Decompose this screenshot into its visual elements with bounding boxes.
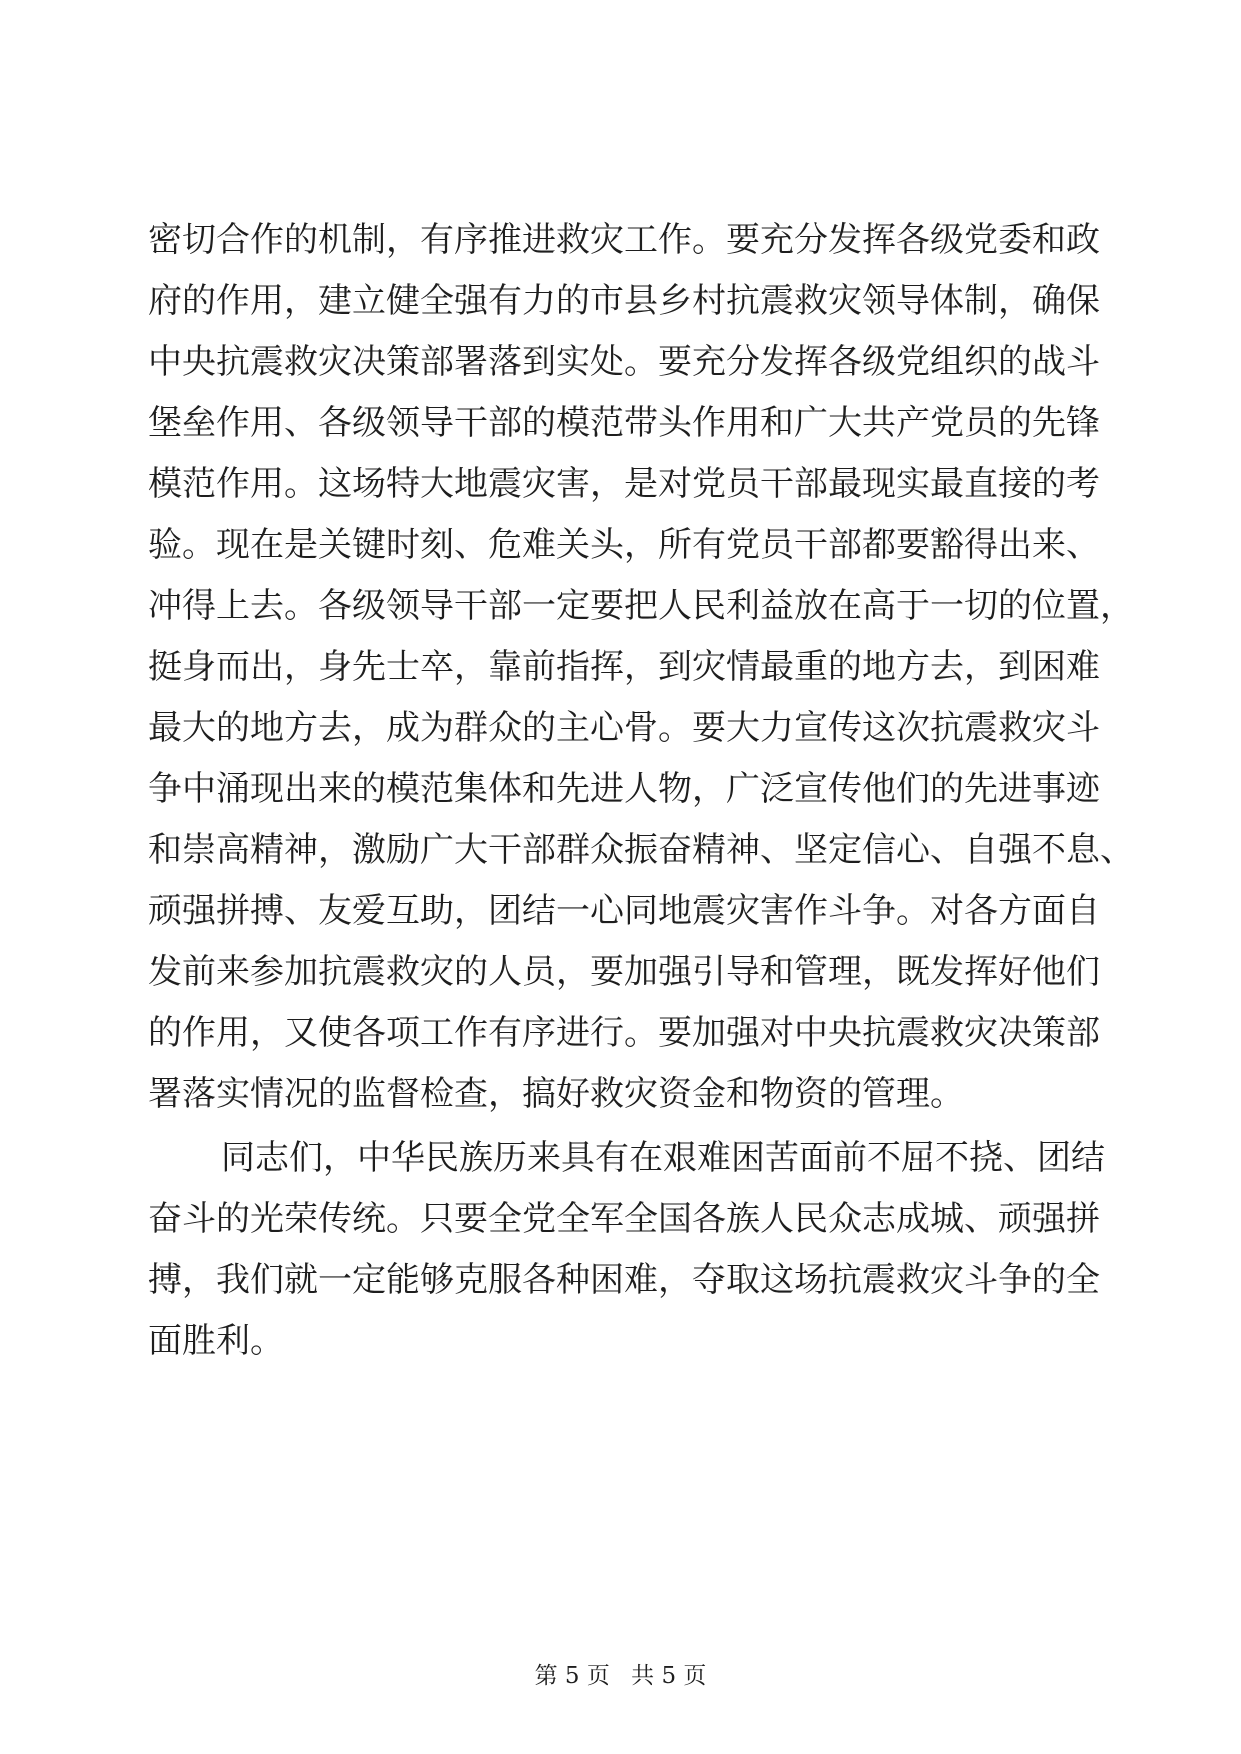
paragraph	[148, 210, 1134, 1125]
text-line: 奋斗的光荣传统。只要全党全军全国各族人民众志成城、顽强拼	[148, 1199, 1100, 1239]
text-line: 搏，我们就一定能够克服各种困难，夺取这场抗震救灾斗争的全	[148, 1260, 1100, 1300]
text-line: 发前来参加抗震救灾的人员，要加强引导和管理，既发挥好他们	[148, 952, 1100, 992]
text-line: 最大的地方去，成为群众的主心骨。要大力宣传这次抗震救灾斗	[148, 708, 1100, 748]
text-line: 的作用，又使各项工作有序进行。要加强对中央抗震救灾决策部	[148, 1013, 1100, 1053]
page-footer	[0, 1661, 1241, 1691]
text-line: 模范作用。这场特大地震灾害，是对党员干部最现实最直接的考	[148, 464, 1100, 504]
page-total: 共 5 页	[631, 1663, 707, 1689]
text-line: 和崇高精神，激励广大干部群众振奋精神、坚定信心、自强不息、	[148, 830, 1134, 870]
text-line: 密切合作的机制，有序推进救灾工作。要充分发挥各级党委和政	[148, 220, 1100, 260]
page-number: 第 5 页	[534, 1663, 610, 1689]
text-line: 同志们，中华民族历来具有在艰难困苦面前不屈不挠、团结	[221, 1138, 1105, 1178]
document-body	[148, 210, 1134, 1372]
text-line: 堡垒作用、各级领导干部的模范带头作用和广大共产党员的先锋	[148, 403, 1100, 443]
text-line: 验。现在是关键时刻、危难关头，所有党员干部都要豁得出来、	[148, 525, 1100, 565]
paragraph	[148, 1128, 1105, 1372]
text-line: 挺身而出，身先士卒，靠前指挥，到灾情最重的地方去，到困难	[148, 647, 1100, 687]
text-line: 署落实情况的监督检查，搞好救灾资金和物资的管理。	[148, 1074, 964, 1114]
text-line: 顽强拼搏、友爱互助，团结一心同地震灾害作斗争。对各方面自	[148, 891, 1100, 931]
text-line: 面胜利。	[148, 1321, 284, 1361]
text-line: 争中涌现出来的模范集体和先进人物，广泛宣传他们的先进事迹	[148, 769, 1100, 809]
text-line: 冲得上去。各级领导干部一定要把人民利益放在高于一切的位置，	[148, 586, 1134, 626]
text-line: 府的作用，建立健全强有力的市县乡村抗震救灾领导体制，确保	[148, 281, 1100, 321]
text-line: 中央抗震救灾决策部署落到实处。要充分发挥各级党组织的战斗	[148, 342, 1100, 382]
